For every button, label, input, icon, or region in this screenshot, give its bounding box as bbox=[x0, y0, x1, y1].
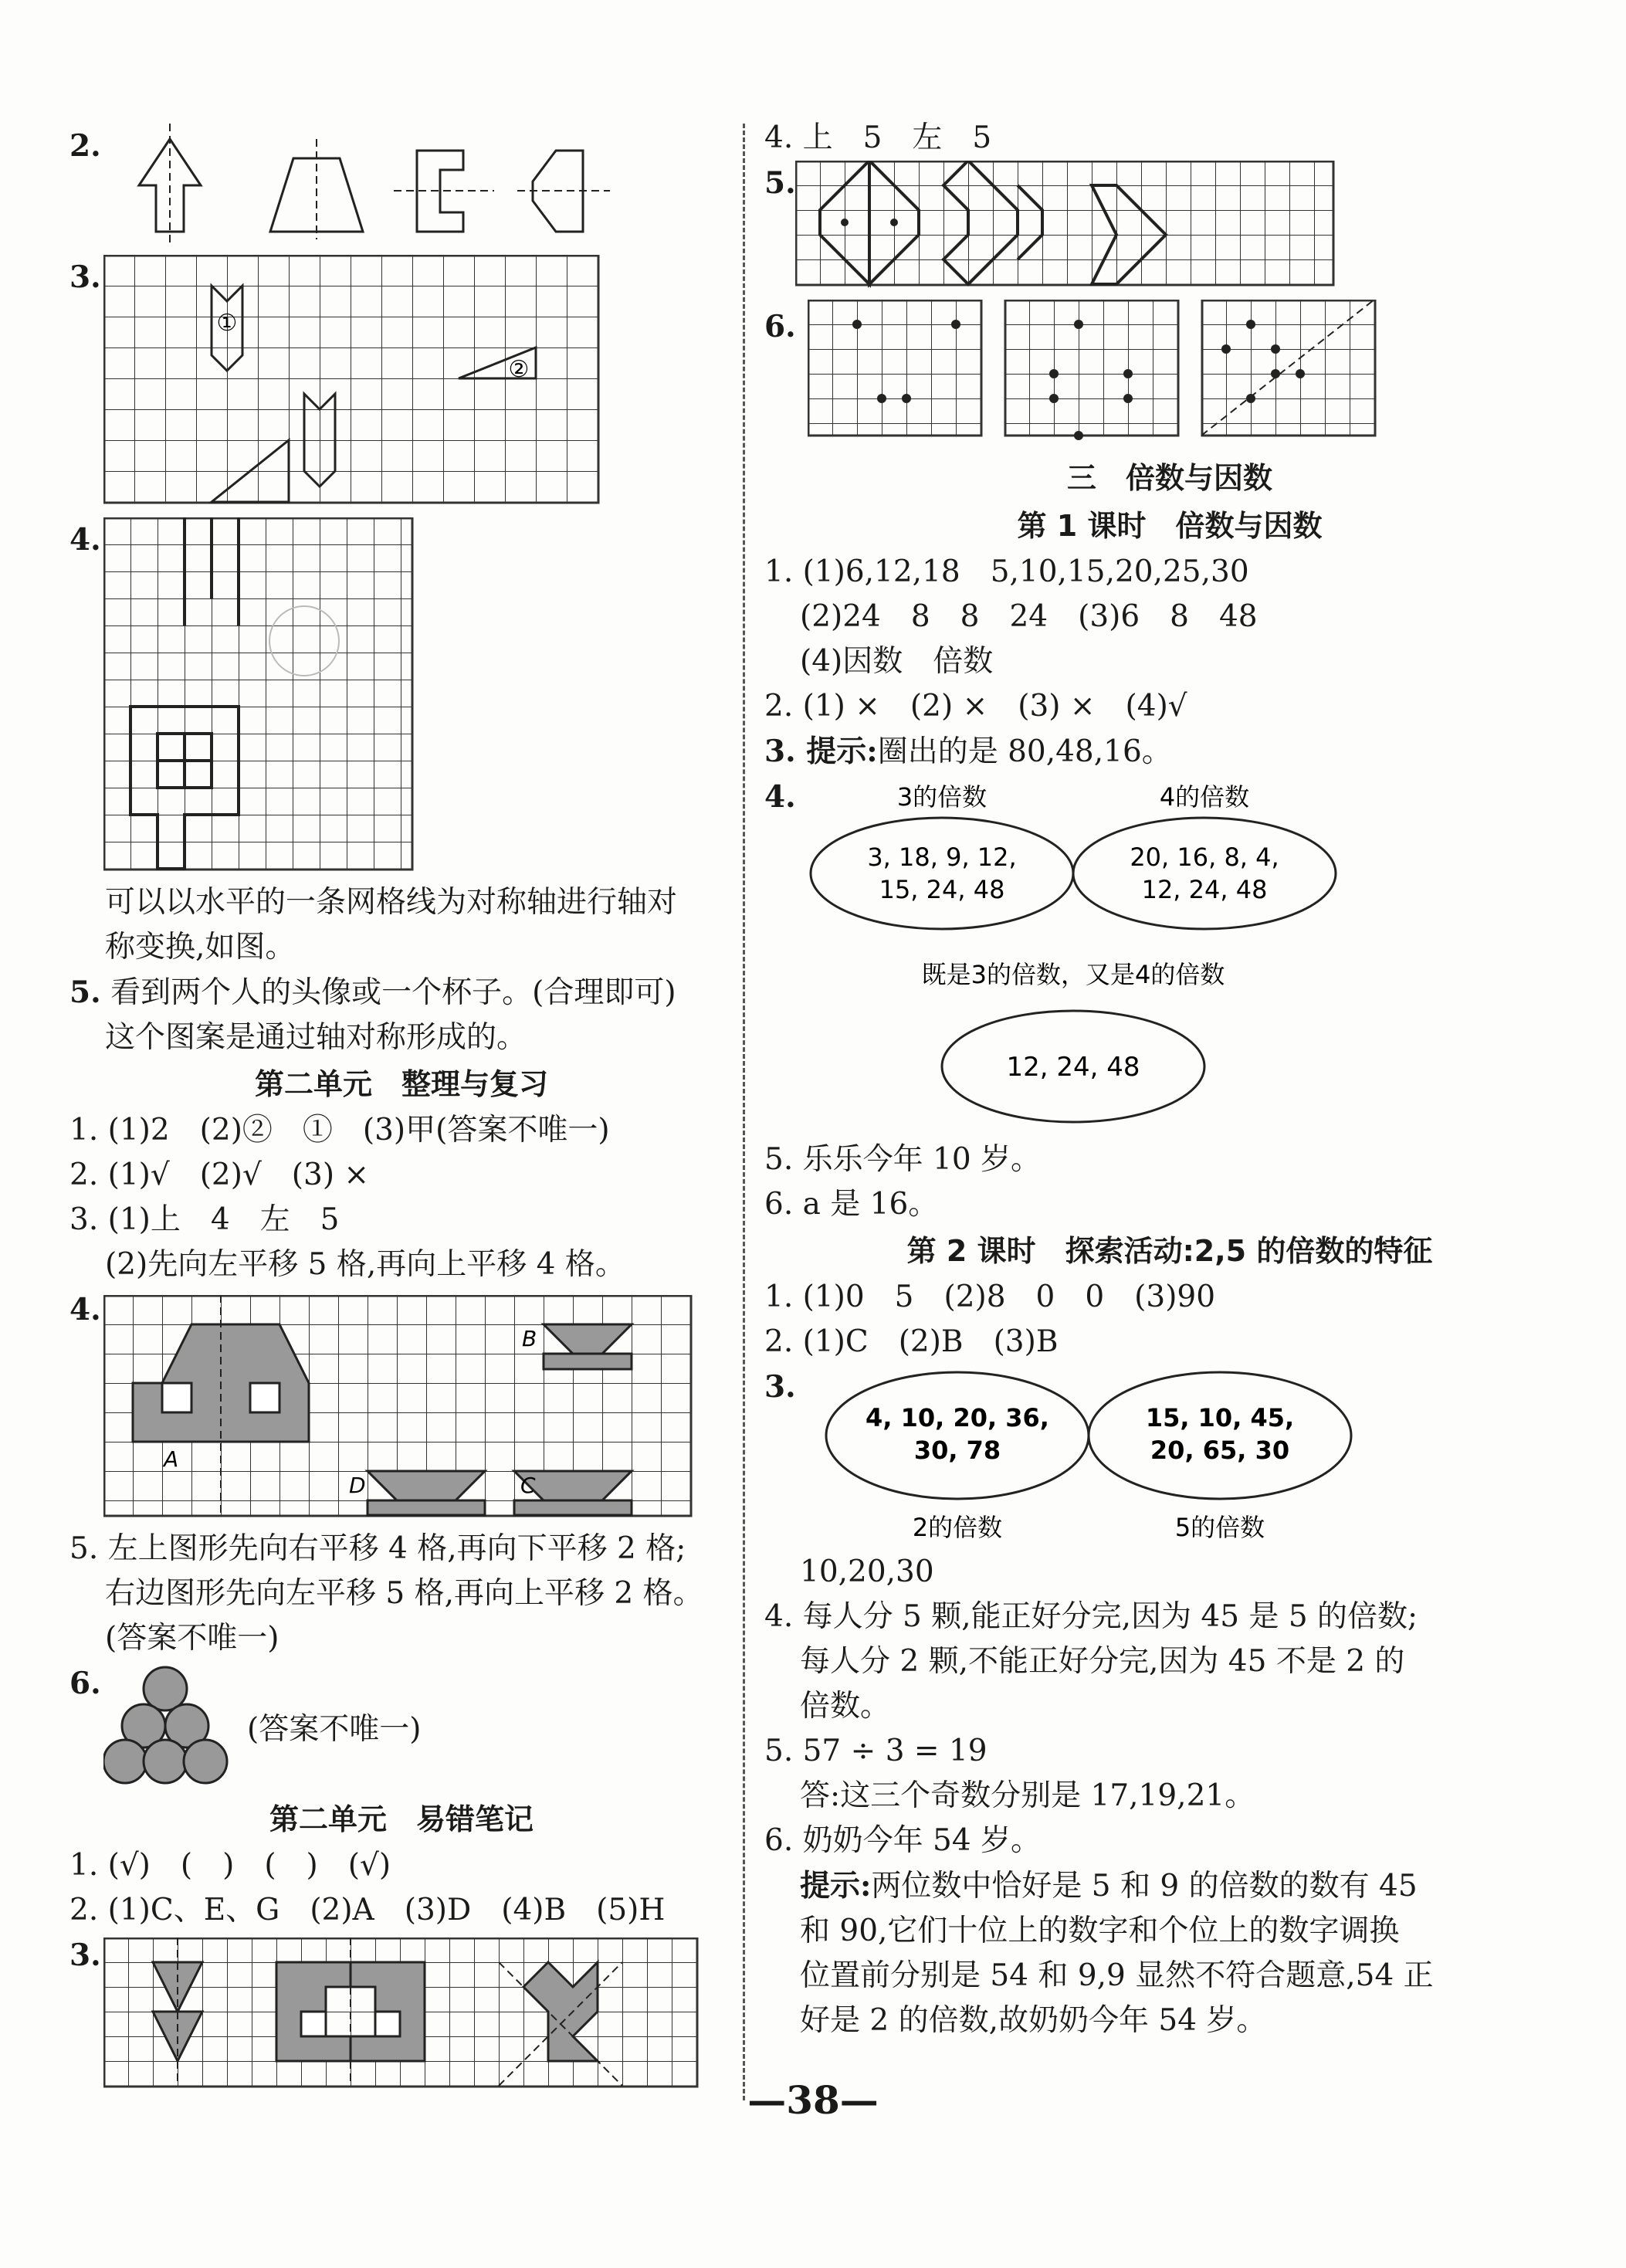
right-q5-label: 5. bbox=[764, 165, 796, 201]
ovals-left-line1: 4, 10, 20, 36, bbox=[866, 1403, 1049, 1432]
hexagon-shape bbox=[517, 151, 610, 232]
l1-a1b: (2)24 8 8 24 (3)6 8 48 bbox=[800, 599, 1258, 634]
right-q5-grid bbox=[795, 161, 1351, 292]
right-q5-block bbox=[764, 161, 1575, 300]
circles-figure bbox=[103, 1661, 242, 1785]
l2-a4-2: 每人分 2 颗,不能正好分完,因为 45 不是 2 的 bbox=[800, 1644, 1405, 1679]
review-title: 第二单元 整理与复习 bbox=[254, 1067, 548, 1101]
q3-block bbox=[69, 255, 733, 517]
l2-ovals bbox=[764, 1365, 1428, 1550]
l2-ovals-block bbox=[764, 1365, 1575, 1550]
bracket-shape bbox=[394, 151, 494, 232]
l2-a1: 1. (1)0 5 (2)8 0 0 (3)90 bbox=[764, 1280, 1216, 1314]
venn-both-label: 既是3的倍数，又是4的倍数 bbox=[921, 960, 1225, 989]
unit-title: 三 倍数与因数 bbox=[1066, 461, 1272, 495]
review-q4-block bbox=[69, 1287, 733, 1527]
right-q6-block bbox=[764, 300, 1575, 454]
review-a3: 3. (1)上 4 左 5 bbox=[69, 1202, 340, 1237]
q5-label: 5. bbox=[69, 975, 101, 1010]
l2-a3-label: 3. bbox=[764, 1369, 796, 1405]
errors-a3-label: 3. bbox=[69, 1937, 101, 1973]
ovals-label-right: 5的倍数 bbox=[1174, 1513, 1265, 1542]
lesson1-title: 第 1 课时 倍数与因数 bbox=[1017, 509, 1323, 543]
l2-a6-hint-prefix: 提示: bbox=[800, 1868, 872, 1904]
l1-a3: 圈出的是 80,48,16。 bbox=[877, 734, 1172, 769]
ovals-left-line2: 30, 78 bbox=[913, 1436, 1001, 1465]
ovals-label-left: 2的倍数 bbox=[912, 1513, 1003, 1542]
l2-a6-hint-1 bbox=[764, 1863, 1575, 1909]
right-q4: 4. 上 5 左 5 bbox=[764, 120, 992, 155]
arrow-shape bbox=[139, 124, 201, 247]
l1-a4-label: 4. bbox=[764, 779, 796, 815]
mark-1: ① bbox=[216, 310, 238, 337]
errors-a2: 2. (1)C、E、G (2)A (3)D (4)B (5)H bbox=[69, 1893, 666, 1927]
l2-a4-1: 4. 每人分 5 颗,能正好分完,因为 45 是 5 的倍数; bbox=[764, 1599, 1418, 1634]
page-number: —38— bbox=[747, 2077, 879, 2123]
l2-a5b: 答:这三个奇数分别是 17,19,21。 bbox=[800, 1778, 1255, 1813]
l1-a3-prefix: 3. 提示: bbox=[764, 734, 878, 769]
q2-shapes bbox=[100, 116, 687, 247]
q5-text-1: 看到两个人的头像或一个杯子。(合理即可) bbox=[110, 975, 676, 1010]
q4-label: 4. bbox=[69, 522, 101, 558]
l2-a2: 2. (1)C (2)B (3)B bbox=[764, 1324, 1059, 1359]
ovals-right-line2: 20, 65, 30 bbox=[1150, 1436, 1290, 1465]
errors-q3-block bbox=[69, 1933, 733, 2087]
review-a1: 1. (1)2 (2)② ① (3)甲(答案不唯一) bbox=[69, 1113, 610, 1148]
l2-a6-hint-2: 和 90,它们十位上的数字和个位上的数字调换 bbox=[800, 1914, 1400, 1948]
q5-line-1 bbox=[69, 970, 733, 1015]
l1-a3-line bbox=[764, 729, 1575, 775]
venn-right-line2: 12, 24, 48 bbox=[1141, 875, 1268, 904]
l1-a6: 6. a 是 16。 bbox=[764, 1187, 939, 1222]
review-a6-note: (答案不唯一) bbox=[247, 1712, 422, 1747]
mark-a: A bbox=[164, 1446, 179, 1472]
venn-left-line1: 3, 18, 9, 12, bbox=[867, 842, 1017, 872]
review-a5-3: (答案不唯一) bbox=[105, 1621, 279, 1656]
review-a6-label: 6. bbox=[69, 1666, 101, 1701]
right-q6-grids bbox=[808, 300, 1441, 454]
l1-a5: 5. 乐乐今年 10 岁。 bbox=[764, 1142, 1042, 1177]
mark-2: ② bbox=[508, 356, 530, 383]
l2-a6-hint-text-1: 两位数中恰好是 5 和 9 的倍数的数有 45 bbox=[871, 1869, 1418, 1904]
l2-a6-hint-3: 位置前分别是 54 和 9,9 显然不符合题意,54 正 bbox=[800, 1958, 1434, 1993]
l1-a1c: (4)因数 倍数 bbox=[800, 644, 994, 679]
l2-a4-3: 倍数。 bbox=[800, 1689, 891, 1724]
q3-label: 3. bbox=[69, 259, 101, 295]
errors-a1: 1. (√) ( ) ( ) (√) bbox=[69, 1848, 391, 1883]
review-a3b: (2)先向左平移 5 格,再向上平移 4 格。 bbox=[105, 1247, 625, 1282]
venn-right-line1: 20, 16, 8, 4, bbox=[1130, 842, 1279, 872]
errors-title: 第二单元 易错笔记 bbox=[269, 1802, 534, 1836]
right-q6-label: 6. bbox=[764, 309, 796, 344]
review-a4-label: 4. bbox=[69, 1292, 101, 1327]
l2-a3-common: 10,20,30 bbox=[800, 1554, 934, 1589]
venn-left-line2: 15, 24, 48 bbox=[879, 875, 1005, 904]
mark-c: C bbox=[520, 1473, 536, 1498]
review-q6-block bbox=[69, 1661, 733, 1785]
venn-label-right: 4的倍数 bbox=[1159, 782, 1250, 812]
lesson2-title: 第 2 课时 探索活动:2,5 的倍数的特征 bbox=[906, 1234, 1433, 1268]
q5-text-2: 这个图案是通过轴对称形成的。 bbox=[105, 1020, 527, 1055]
review-a5-2: 右边图形先向左平移 5 格,再向上平移 2 格。 bbox=[105, 1576, 703, 1611]
trapezoid-shape bbox=[270, 139, 363, 239]
left-column bbox=[69, 116, 733, 2087]
venn-both: 12, 24, 48 bbox=[1006, 1052, 1140, 1083]
q3-grid bbox=[103, 255, 644, 510]
l1-a1a: 1. (1)6,12,18 5,10,15,20,25,30 bbox=[764, 554, 1249, 589]
q4-text-1: 可以以水平的一条网格线为对称轴进行轴对 bbox=[105, 885, 678, 920]
l1-a2: 2. (1) × (2) × (3) × (4)√ bbox=[764, 689, 1187, 724]
q4-grid bbox=[103, 517, 428, 873]
l2-a5a: 5. 57 ÷ 3 = 19 bbox=[764, 1734, 987, 1768]
l2-a6: 6. 奶奶今年 54 岁。 bbox=[764, 1823, 1042, 1858]
q4-block bbox=[69, 517, 733, 880]
q4-text-2: 称变换,如图。 bbox=[105, 930, 296, 964]
mark-b: B bbox=[522, 1326, 537, 1351]
l1-venn bbox=[764, 775, 1428, 1137]
l1-venn-block bbox=[764, 775, 1575, 1137]
venn-label-left: 3的倍数 bbox=[896, 782, 987, 812]
q2-block bbox=[69, 116, 733, 255]
review-q4-grid bbox=[103, 1295, 706, 1527]
errors-q3-grid bbox=[103, 1937, 706, 2092]
q2-label: 2. bbox=[69, 128, 101, 164]
review-a2: 2. (1)√ (2)√ (3) × bbox=[69, 1158, 370, 1192]
ovals-right-line1: 15, 10, 45, bbox=[1145, 1403, 1295, 1432]
review-a5-1: 5. 左上图形先向右平移 4 格,再向下平移 2 格; bbox=[69, 1531, 686, 1566]
mark-d: D bbox=[349, 1473, 366, 1498]
right-column bbox=[764, 116, 1575, 2043]
l2-a6-hint-4: 好是 2 的倍数,故奶奶今年 54 岁。 bbox=[800, 2003, 1267, 2038]
column-divider bbox=[743, 124, 745, 2100]
